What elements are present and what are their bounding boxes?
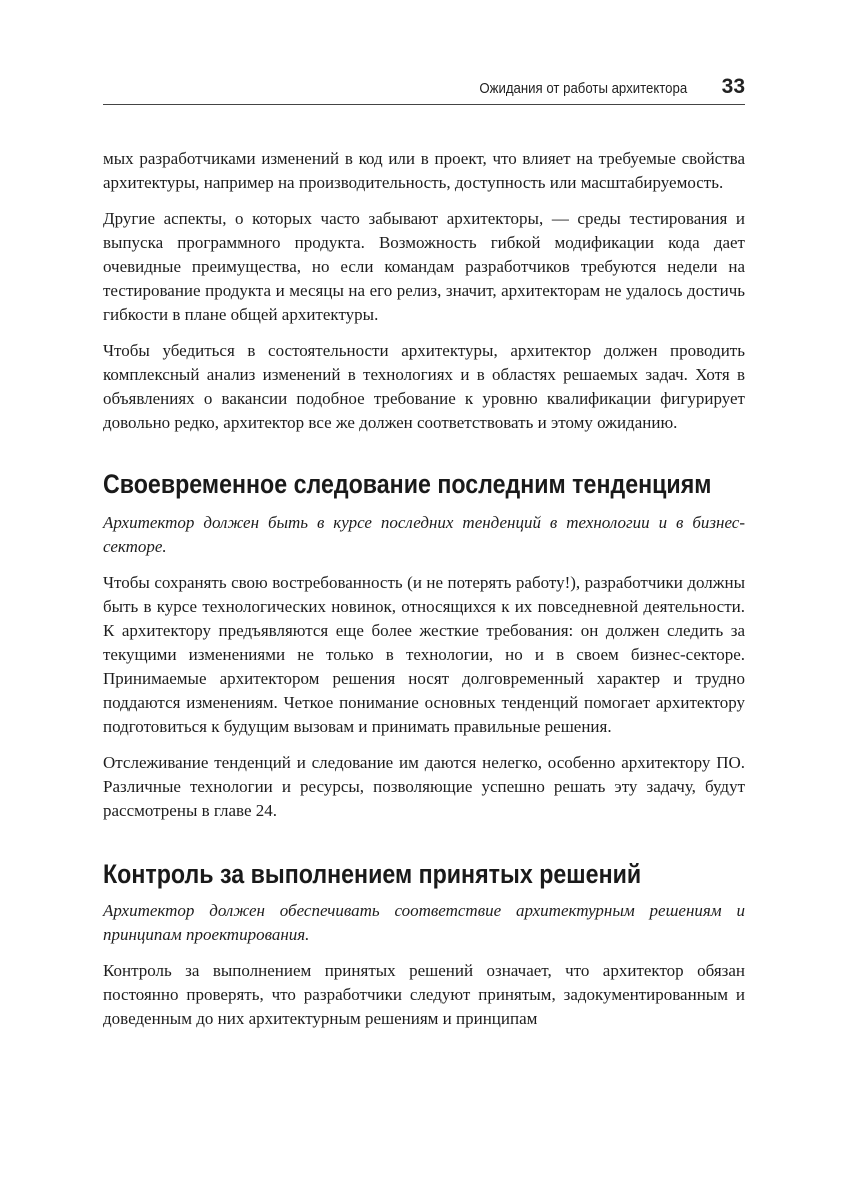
section-heading-trends: Своевременное следование последним тенденциям <box>103 469 712 499</box>
page-body <box>103 147 745 1043</box>
header-rule <box>103 104 745 105</box>
section-compliance-lead: Архитектор должен обеспечивать соответствие архитектурным решениям и принципам проектирования. <box>103 901 745 944</box>
running-title: Ожидания от работы архитектора <box>479 80 687 97</box>
paragraph-compliance-1: Контроль за выполнением принятых решений означает, что архитектор обязан постоянно проверять, что разработчики следуют принятым, задокументированным и доведенным до них архитектурным решениям и принципам <box>103 961 745 1028</box>
page-number: 33 <box>721 75 745 98</box>
paragraph-testing-environments: Другие аспекты, о которых часто забывают архитекторы, — среды тестирования и выпуска программного продукта. Возможность гибкой модификации кода дает очевидные преимущества, но если командам разработчиков требуются недели на тестирование продукта и месяцы на его релиз, значит, архитекторам не удалось достичь гибкости в плане общей архитектуры. <box>103 209 745 324</box>
section-heading-compliance: Контроль за выполнением принятых решений <box>103 859 642 889</box>
paragraph-continuation: мых разработчиками изменений в код или в проект, что влияет на требуемые свойства архитектуры, например на производительность, доступность или масштабируемость. <box>103 149 745 192</box>
paragraph-trends-2: Отслеживание тенденций и следование им даются нелегко, особенно архитектору ПО. Различные технологии и ресурсы, позволяющие успешно решать эту задачу, будут рассмотрены в главе 24. <box>103 753 745 820</box>
section-trends-lead: Архитектор должен быть в курсе последних тенденций в технологии и в бизнес-секторе. <box>103 513 745 556</box>
paragraph-trends-1: Чтобы сохранять свою востребованность (и не потерять работу!), разработчики должны быть в курсе технологических новинок, относящихся к их повседневной деятельности. К архитектору предъявляются еще более жесткие требования: он должен следить за текущими изменениями не только в технологии, но и в своем бизнес-секторе. Принимаемые архитектором решения носят долговременный характер и трудно поддаются изменениям. Четкое понимание основных тенденций помогает архитектору подготовиться к будущим вызовам и принимать правильные решения. <box>103 573 745 736</box>
paragraph-analysis: Чтобы убедиться в состоятельности архитектуры, архитектор должен проводить комплексный анализ изменений в технологиях и в областях решаемых задач. Хотя в объявлениях о вакансии подобное требование к уровню квалификации фигурирует довольно редко, архитектор все же должен соответствовать и этому ожиданию. <box>103 341 745 432</box>
running-header <box>103 76 745 102</box>
